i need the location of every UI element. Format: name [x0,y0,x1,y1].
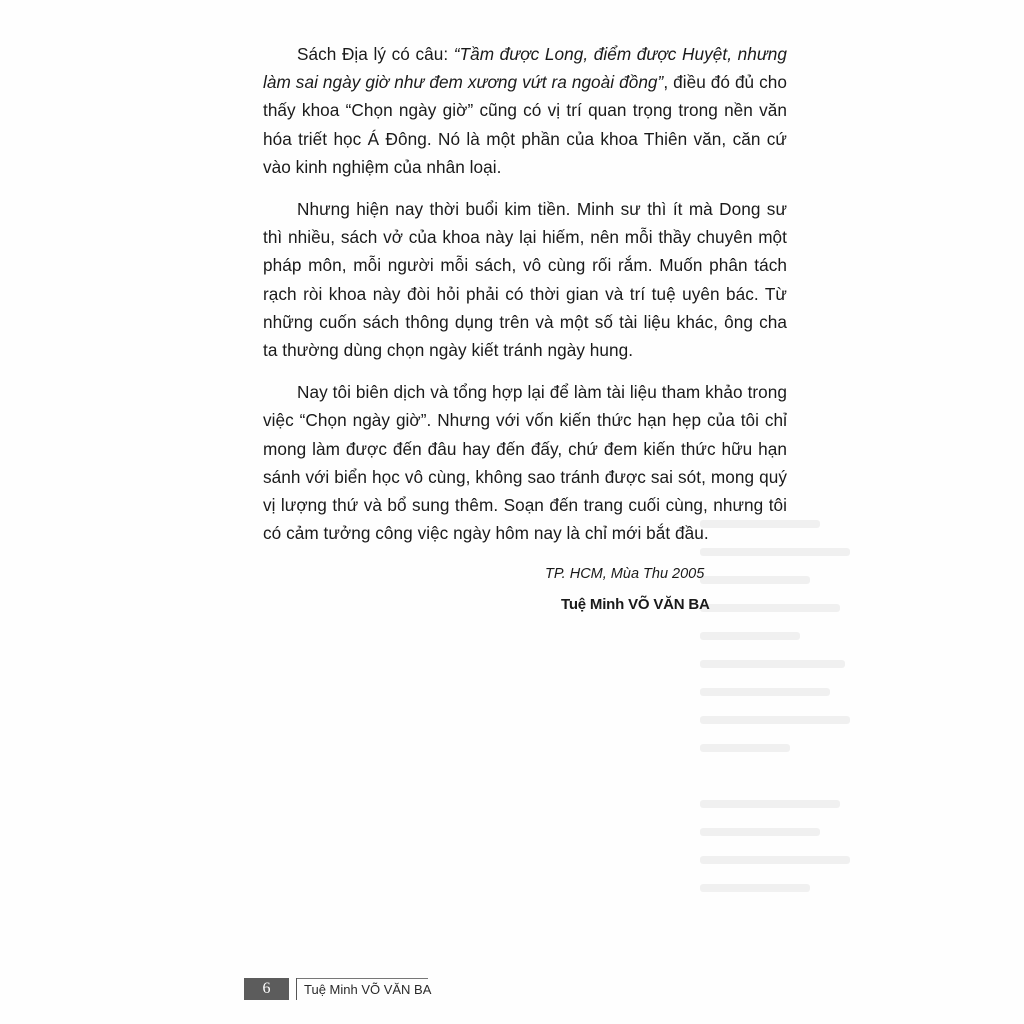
page-number: 6 [244,978,289,1000]
signature-place-date: TP. HCM, Mùa Thu 2005 [545,566,705,582]
show-through-shadow [700,500,860,920]
preface-body [263,40,787,561]
paragraph-1-intro: Sách Địa lý có câu: [297,44,454,64]
page-footer [244,978,432,1002]
footer-divider [296,978,297,1000]
signature-author: Tuệ Minh VÕ VĂN BA [561,596,710,613]
footer-top-rule [296,978,428,979]
paragraph-1-rest: , điều đó đủ cho thấy khoa “Chọn ngày giờ” cũng có vị trí quan trọng trong nền văn hóa triết học Á Đông. Nó là một phần của khoa Thiên văn, căn cứ vào kinh nghiệm của nhân loại. [263,72,787,177]
paragraph-1-quote: “Tầm được Long, điểm được Huyệt, nhưng làm sai ngày giờ như đem xương vứt ra ngoài đồng” [263,44,787,93]
footer-author: Tuệ Minh VÕ VĂN BA [304,982,432,997]
paragraph-2: Nhưng hiện nay thời buổi kim tiền. Minh sư thì ít mà Dong sư thì nhiều, sách vở của khoa này lại hiếm, nên mỗi thầy chuyên một pháp môn, mỗi người mỗi sách, vô cùng rối rắm. Muốn phân tách rạch ròi khoa này đòi hỏi phải có thời gian và trí tuệ uyên bác. Từ những cuốn sách thông dụng trên và một số tài liệu khác, ông cha ta thường dùng chọn ngày kiết tránh ngày hung. [263,199,787,361]
paragraph-3: Nay tôi biên dịch và tổng hợp lại để làm tài liệu tham khảo trong việc “Chọn ngày giờ”. Nhưng với vốn kiến thức hạn hẹp của tôi chỉ mong làm được đến đâu hay đến đấy, chứ đem kiến thức hữu hạn sánh với biển học vô cùng, không sao tránh được sai sót, mong quý vị lượng thứ và bổ sung thêm. Soạn đến trang cuối cùng, nhưng tôi có cảm tưởng công việc ngày hôm nay là chỉ mới bắt đầu. [263,382,787,544]
paragraph-1 [263,40,787,181]
